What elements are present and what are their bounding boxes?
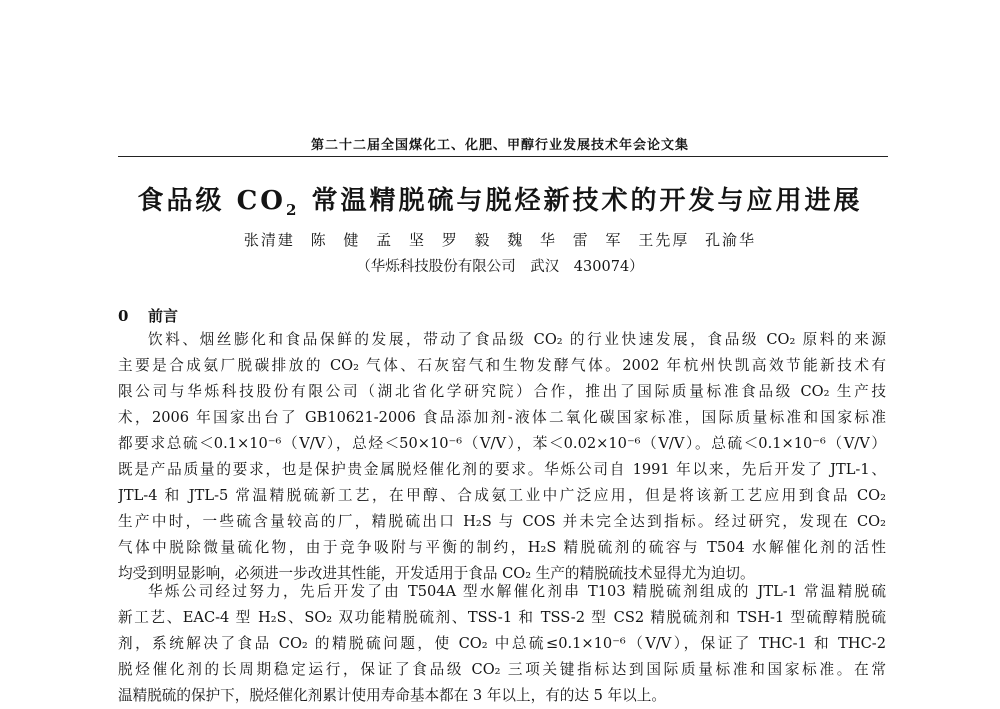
paragraph-line: 限公司与华烁科技股份有限公司（湖北省化学研究院）合作，推出了国际质量标准食品级 CO₂ 生产技 (118, 383, 886, 400)
paragraph-1 (118, 327, 886, 587)
paragraph-line: 脱烃催化剂的长周期稳定运行，保证了食品级 CO₂ 三项关键指标达到国际质量标准和国家标准。在常 (118, 661, 886, 678)
paper-title (0, 180, 1000, 220)
section-title: 前言 (148, 307, 179, 325)
header-rule (118, 156, 888, 157)
paragraph-line: 气体中脱除微量硫化物，由于竞争吸附与平衡的制约，H₂S 精脱硫剂的硫容与 T504 水解催化剂的活性 (118, 539, 886, 556)
section-heading (118, 305, 178, 326)
author-list: 张清建 陈 健 孟 坚 罗 毅 魏 华 雷 军 王先厚 孔渝华 (243, 231, 757, 249)
affiliation: （华烁科技股份有限公司 武汉 430074） (356, 259, 644, 275)
paragraph-line: 剂，系统解决了食品 CO₂ 的精脱硫问题，使 CO₂ 中总硫≤0.1×10⁻⁶（V/V），保证了 THC-1 和 THC-2 (118, 635, 886, 652)
paragraph-2 (118, 579, 886, 709)
paragraph-line: 既是产品质量的要求，也是保护贵金属脱烃催化剂的要求。华烁公司自 1991 年以来，先后开发了 JTL-1、 (118, 461, 886, 478)
paragraph-line: 新工艺、EAC-4 型 H₂S、SO₂ 双功能精脱硫剂、TSS-1 和 TSS-2 型 CS2 精脱硫剂和 TSH-1 型硫醇精脱硫 (118, 609, 886, 626)
paragraph-line: 术，2006 年国家出台了 GB10621-2006 食品添加剂-液体二氧化碳国家标准，国际质量标准和国家标准 (118, 409, 886, 426)
paragraph-line: 主要是合成氨厂脱碳排放的 CO₂ 气体、石灰窑气和生物发酵气体。2002 年杭州快凯高效节能新技术有 (118, 357, 886, 374)
paragraph-line: 温精脱硫的保护下，脱烃催化剂累计使用寿命基本都在 3 年以上，有的达 5 年以上。 (118, 687, 666, 704)
paragraph-line: 都要求总硫＜0.1×10⁻⁶（V/V），总烃＜50×10⁻⁶（V/V），苯＜0.02×10⁻⁶（V/V）。总硫＜0.1×10⁻⁶（V/V） (118, 435, 886, 452)
title-suffix: 常温精脱硫与脱烃新技术的开发与应用进展 (299, 186, 863, 216)
paragraph-line: 华烁公司经过努力，先后开发了由 T504A 型水解催化剂串 T103 精脱硫剂组成的 JTL-1 常温精脱硫 (148, 583, 886, 600)
section-number: 0 (118, 307, 129, 325)
title-subscript: 2 (285, 201, 300, 220)
title-prefix: 食品级 CO (137, 186, 286, 216)
paragraph-line: JTL-4 和 JTL-5 常温精脱硫新工艺，在甲醇、合成氨工业中广泛应用，但是将该新工艺应用到食品 CO₂ (118, 487, 886, 504)
paragraph-line: 均受到明显影响，必须进一步改进其性能，开发适用于食品 CO₂ 生产的精脱硫技术显得尤为迫切。 (118, 565, 755, 582)
paragraph-line: 生产中时，一些硫含量较高的厂，精脱硫出口 H₂S 与 COS 并未完全达到指标。经过研究，发现在 CO₂ (118, 513, 886, 530)
paragraph-line: 饮料、烟丝膨化和食品保鲜的发展，带动了食品级 CO₂ 的行业快速发展，食品级 CO₂ 原料的来源 (148, 331, 886, 348)
running-header: 第二十二届全国煤化工、化肥、甲醇行业发展技术年会论文集 (310, 138, 689, 153)
